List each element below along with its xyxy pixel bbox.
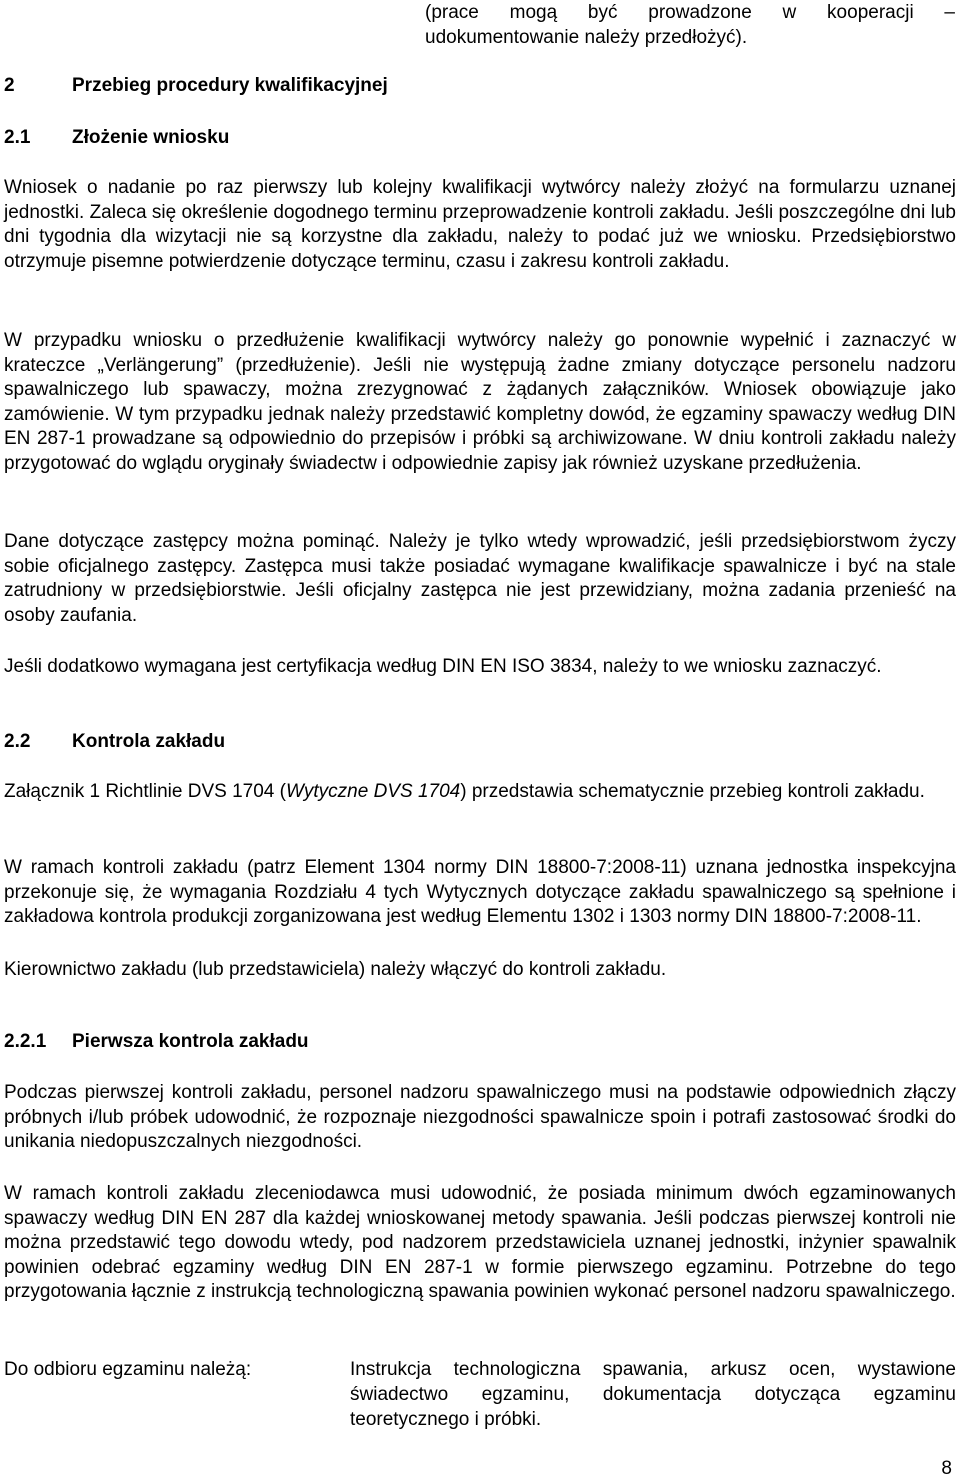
section-heading-2-1: [4, 127, 229, 149]
paragraph: Wniosek o nadanie po raz pierwszy lub kolejny kwalifikacji wytwórcy należy złożyć na formularzu uznanej jednostki. Zaleca się określenie dogodnego terminu przeprowadzenie kontroli zakładu. Jeśli poszczególne dni lub dni tygodnia dla wizytacji nie są korzystne dla zakładu, należy to podać już we wniosku. Przedsiębiorstwo otrzymuje pisemne potwierdzenie dotyczące terminu, czasu i zakresu kontroli zakładu.: [4, 177, 956, 272]
exam-items-value: Instrukcja technologiczna spawania, arkusz ocen, wystawione świadectwo egzaminu, dokumentacja dotycząca egzaminu teoretycznego i próbki.: [350, 1359, 956, 1430]
paragraph-text: ) przedstawia schematycznie przebieg kontroli zakładu.: [460, 781, 925, 802]
paragraph: W przypadku wniosku o przedłużenie kwalifikacji wytwórcy należy go ponownie wypełnić i zaznaczyć w krateczce „Verlängerung” (przedłużenie). Jeśli nie występują żadne zmiany dotyczące personelu nadzoru spawalniczego lub spawaczy, można zrezygnować z żądanych załączników. Wniosek obowiązuje jako zamówienie. W tym przypadku jednak należy przedstawić kompletny dowód, że egzaminy spawaczy według DIN EN 287-1 prowadzane są odpowiednio do przepisów i próbki są archiwizowane. W dniu kontroli zakładu należy przygotować do wglądu oryginały świadectw i odpowiednie zapisy jak również uzyskane przedłużenia.: [4, 330, 956, 474]
exam-items-label: Do odbioru egzaminu należą:: [4, 1359, 252, 1380]
paragraph-text: Załącznik 1 Richtlinie DVS 1704 (: [4, 781, 286, 802]
paragraph: W ramach kontroli zakładu (patrz Element 1304 normy DIN 18800-7:2008-11) uznana jednostka inspekcyjna przekonuje się, że wymagania Rozdziału 4 tych Wytycznych dotyczące zakładu spawalniczego są spełnione i zakładowa kontrola produkcji zorganizowana jest według Elementu 1302 i 1303 normy DIN 18800-7:2008-11.: [4, 857, 956, 927]
section-number: 2.2.1: [4, 1031, 47, 1052]
section-title: Kontrola zakładu: [72, 731, 226, 752]
paragraph: [4, 780, 956, 805]
paragraph: Jeśli dodatkowo wymagana jest certyfikacja według DIN EN ISO 3834, należy to we wniosku zaznaczyć.: [4, 656, 882, 677]
italic-reference: Wytyczne DVS 1704: [285, 781, 461, 802]
section-title: Złożenie wniosku: [72, 127, 230, 148]
paragraph: Dane dotyczące zastępcy można pominąć. Należy je tylko wtedy wprowadzić, jeśli przedsiębiorstwom życzy sobie oficjalnego zastępcy. Zastępca musi także posiadać wymagane kwalifikacje spawalnicze i być na stale zatrudniony w przedsiębiorstwie. Jeśli oficjalny zastępca nie jest przewidziany, można zadania przenieść na osoby zaufania.: [4, 531, 956, 626]
page-number: 8: [941, 1458, 952, 1479]
section-heading-2: [4, 75, 388, 97]
paragraph: W ramach kontroli zakładu zleceniodawca musi udowodnić, że posiada minimum dwóch egzaminowanych spawaczy według DIN EN 287 dla każdej wnioskowanej metody spawania. Jeśli podczas pierwszej kontroli nie można przedstawić tego dowodu wtedy, pod nadzorem przedstawiciela uznanej jednostki, inżynier spawalnik powinien odebrać egzaminy według DIN EN 287-1 w formie pierwszego egzaminu. Potrzebne do tego przygotowania łącznie z instrukcją technologiczną spawania powinien wykonać personel nadzoru spawalniczego.: [4, 1183, 956, 1302]
paragraph: Kierownictwo zakładu (lub przedstawiciela) należy włączyć do kontroli zakładu.: [4, 959, 667, 980]
section-number: 2: [4, 75, 15, 96]
section-number: 2.1: [4, 127, 31, 148]
continuation-text: (prace mogą być prowadzone w kooperacji – udokumentowanie należy przedłożyć).: [425, 2, 955, 48]
section-heading-2-2: [4, 731, 225, 753]
section-title: Przebieg procedury kwalifikacyjnej: [72, 75, 388, 96]
section-number: 2.2: [4, 731, 31, 752]
section-title: Pierwsza kontrola zakładu: [72, 1031, 309, 1052]
paragraph: Podczas pierwszej kontroli zakładu, personel nadzoru spawalniczego musi na podstawie odpowiednich złączy próbnych i/lub próbek udowodnić, że rozpoznaje niezgodności spawalnicze spoin i potrafi zastosować środki do unikania niedopuszczalnych niezgodności.: [4, 1082, 956, 1152]
section-heading-2-2-1: [4, 1031, 309, 1053]
